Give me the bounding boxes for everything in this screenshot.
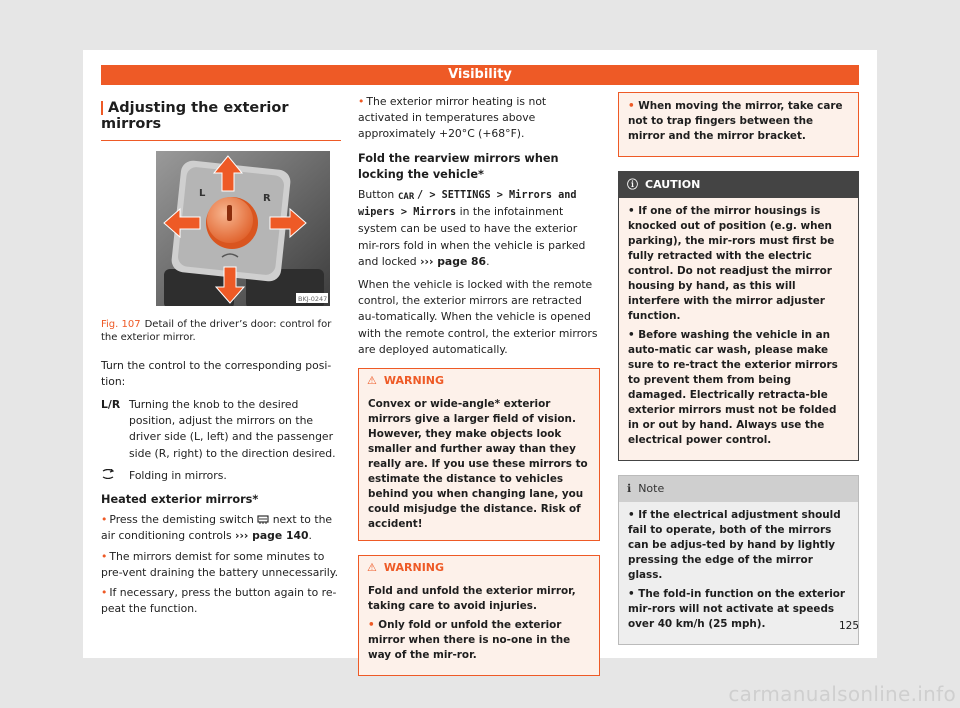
note-box: ℹ Note • If the electrical adjustment should fail to operate, both of the mirrors can be adjus-ted by hand by lightly pressing the edge of the mirror glass. • The fold-in function on the exterior mir-rors will not activate at speeds over 40 km/h (25 mph). xyxy=(618,475,859,645)
warning-icon: ⚠ xyxy=(367,561,377,575)
manual-page xyxy=(83,50,877,662)
column-right xyxy=(618,94,859,659)
caution-box: ⓘ CAUTION • If one of the mirror housings is knocked out of position (e.g. when parking), the mir-rors must first be fully retracted with the electric control. Do not readjust the mirror housing by hand, as this will interfere with the mirror adjuster function. • Before washing the vehicle in an auto-matic car wash, please make sure to re-tract the exterior mirrors to prevent them from being damaged. Electrically retracta-ble exterior mirrors must not be folded in or out by hand. Always use the electrical power control. xyxy=(618,171,859,461)
column-middle xyxy=(358,94,600,690)
caution-icon: ⓘ xyxy=(627,178,638,191)
left-label: L xyxy=(199,188,206,200)
heated-bullet-3: • If necessary, press the button again to re-peat the function. xyxy=(101,586,337,616)
fold-paragraph-2: When the vehicle is locked with the remote control, the exterior mirrors are retracted au-tomatically. When the vehicle is opened with the remote control, the exterior mirrors are deployed automatically. xyxy=(358,278,598,356)
control-definitions xyxy=(101,397,341,484)
warning-box-1: ⚠ WARNING Convex or wide-angle* exterior mirrors give a larger field of vision. However, they make objects look smaller and further away than they really are. If you use these mirrors to estimate the distance to vehicles behind you when changing lane, you could misjudge the distance. Risk of accident! xyxy=(358,368,600,541)
mirror-control-figure xyxy=(156,151,330,306)
right-label: R xyxy=(263,193,271,205)
fold-paragraph-1: Button CAR / > SETTINGS > Mirrors and wipers > Mirrors in the infotainment system can be used to have the exterior mir-rors fold in when the vehicle is parked and locked ››› page 86. xyxy=(358,188,586,268)
page-title: Adjusting the exterior mirrors xyxy=(101,100,341,141)
heated-bullet-1: • Press the demisting switch next to the air conditioning controls ››› page 140. xyxy=(101,513,333,543)
column-left xyxy=(101,94,341,621)
watermark: carmanualsonline.info xyxy=(728,682,956,706)
def-term-lr: L/R xyxy=(101,398,121,412)
fold-heading: Fold the rearview mirrors when locking the vehicle* xyxy=(358,151,559,181)
intro-text: Turn the control to the corresponding posi-tion: xyxy=(101,358,332,388)
def-desc-fold: Folding in mirrors. xyxy=(129,468,227,482)
fold-mirror-icon xyxy=(101,469,115,479)
warning-box-continued: • When moving the mirror, take care not to trap fingers between the mirror and the mirror bracket. xyxy=(618,92,859,157)
warning-icon: ⚠ xyxy=(367,374,377,388)
heating-note-bullet: • The exterior mirror heating is not activated in temperatures above approximately +20°C (+68°F). xyxy=(358,95,547,141)
svg-text:CAR: CAR xyxy=(397,192,414,201)
figure-caption: Fig. 107 Detail of the driver’s door: control for the exterior mirror. xyxy=(101,318,332,343)
demist-switch-icon xyxy=(257,515,269,525)
heated-bullet-2: • The mirrors demist for some minutes to pre-vent draining the battery unnecessarily. xyxy=(101,549,339,579)
car-menu-icon xyxy=(398,190,414,200)
warning-box-2: ⚠ WARNING Fold and unfold the exterior mirror, taking care to avoid injuries. • Only fold or unfold the exterior mirror when there is no-one in the way of the mir-ror. xyxy=(358,555,600,676)
def-desc-lr: Turning the knob to the desired position, adjust the mirrors on the driver side (L, left) and the passenger side (R, right) to the direction desired. xyxy=(129,398,336,460)
page-number: 125 xyxy=(838,620,859,632)
info-icon: ℹ xyxy=(627,482,632,496)
section-header: Visibility xyxy=(101,65,859,85)
figure-code: BKJ-0247 xyxy=(298,295,328,304)
heated-mirrors-heading: Heated exterior mirrors* xyxy=(101,493,259,507)
